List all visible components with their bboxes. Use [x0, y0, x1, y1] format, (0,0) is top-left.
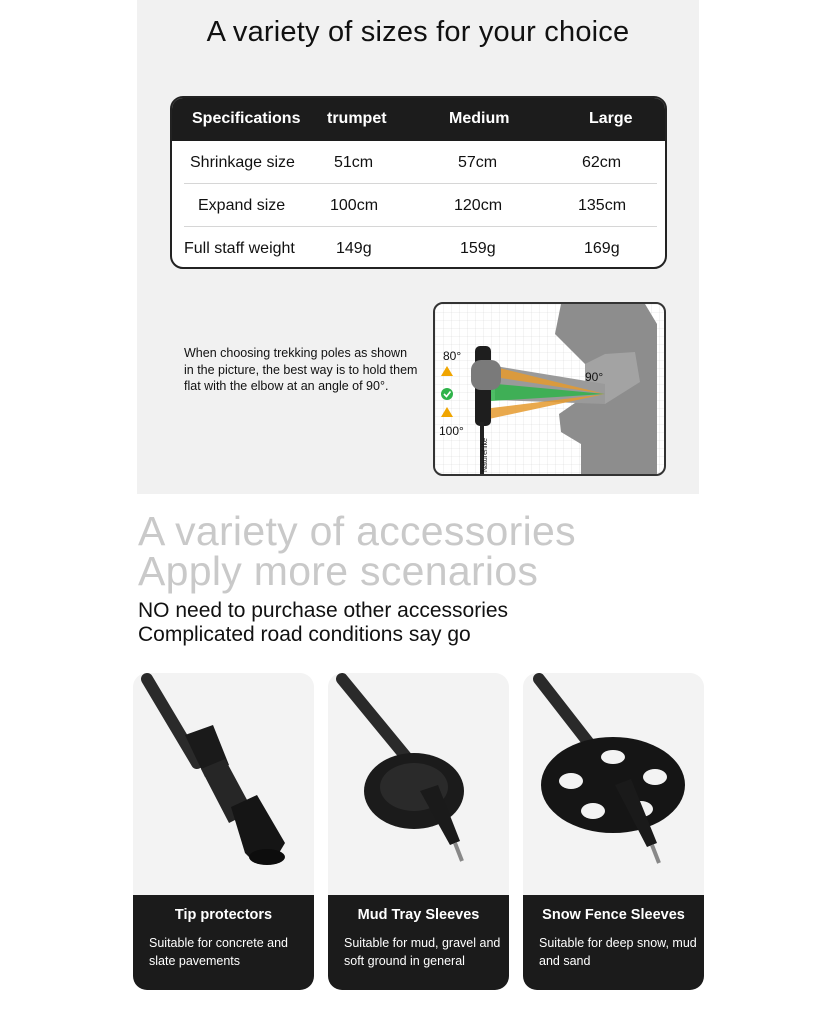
accessories-subline-2: Complicated road conditions say go: [138, 623, 471, 646]
carbide-tip: [455, 843, 462, 861]
card-title: Mud Tray Sleeves: [357, 907, 480, 923]
header-specifications: Specifications: [192, 110, 301, 127]
basket-hole: [559, 773, 583, 789]
card-title: Snow Fence Sleeves: [542, 907, 685, 923]
basket-hole: [581, 803, 605, 819]
card-footer: [133, 895, 314, 990]
brand-label: Naturehike: [482, 438, 489, 472]
scenarios-headline: Apply more scenarios: [138, 548, 539, 594]
accessory-card-mud-tray: [328, 673, 509, 990]
hand: [471, 360, 501, 390]
cell-large: 135cm: [578, 197, 627, 214]
elbow-angle-figure: [433, 302, 666, 476]
cell-trumpet: 100cm: [330, 197, 379, 214]
accessories-headline: A variety of accessories: [138, 508, 576, 554]
carbide-tip: [652, 845, 659, 863]
spec-table-header: [172, 98, 665, 141]
rubber-tip-base: [249, 849, 285, 865]
elbow-tip-text: When choosing trekking poles as shown in the picture, the best way is to hold them flat with the elbow at an angle of 90°.: [184, 346, 418, 393]
cell-medium: 57cm: [458, 154, 498, 171]
cell-medium: 159g: [460, 240, 496, 257]
spec-table: [170, 96, 667, 269]
cell-large: 169g: [584, 240, 620, 257]
accessory-card-snow-fence: [523, 673, 704, 990]
elbow-angle-illustration: [435, 304, 664, 474]
cell-trumpet: 149g: [336, 240, 372, 257]
row-label: Full staff weight: [184, 240, 295, 257]
basket-hole: [643, 769, 667, 785]
accessory-card-tip-protectors: [133, 673, 314, 990]
card-footer: [328, 895, 509, 990]
sizes-panel: [137, 0, 699, 494]
row-label: Expand size: [198, 197, 286, 214]
angle-100-label: 100°: [439, 424, 464, 438]
card-description: Suitable for concrete and slate pavements: [149, 936, 288, 968]
card-footer: [523, 895, 704, 990]
card-description: Suitable for deep snow, mud and sand: [539, 936, 697, 968]
card-title: Tip protectors: [174, 907, 273, 923]
table-row: [172, 184, 665, 227]
check-circle-icon: [441, 388, 453, 400]
pole-shaft: [147, 679, 197, 763]
cell-large: 62cm: [582, 154, 622, 171]
snow-basket-image: [523, 673, 704, 895]
cell-medium: 120cm: [454, 197, 503, 214]
header-trumpet: trumpet: [327, 110, 387, 127]
header-large: Large: [589, 110, 633, 127]
card-description: Suitable for mud, gravel and soft ground in general: [344, 936, 501, 968]
header-medium: Medium: [449, 110, 510, 127]
cell-trumpet: 51cm: [334, 154, 374, 171]
accessories-subline-1: NO need to purchase other accessories: [138, 599, 509, 622]
sizes-title: A variety of sizes for your choice: [206, 16, 630, 48]
angle-80-label: 80°: [443, 349, 462, 363]
tip-protector-image: [133, 673, 314, 895]
table-row: [172, 227, 665, 269]
table-row: [172, 141, 665, 184]
mud-tray-image: [328, 673, 509, 895]
basket-hole: [601, 750, 625, 764]
angle-90-label: 90°: [585, 370, 604, 384]
row-label: Shrinkage size: [190, 154, 295, 171]
